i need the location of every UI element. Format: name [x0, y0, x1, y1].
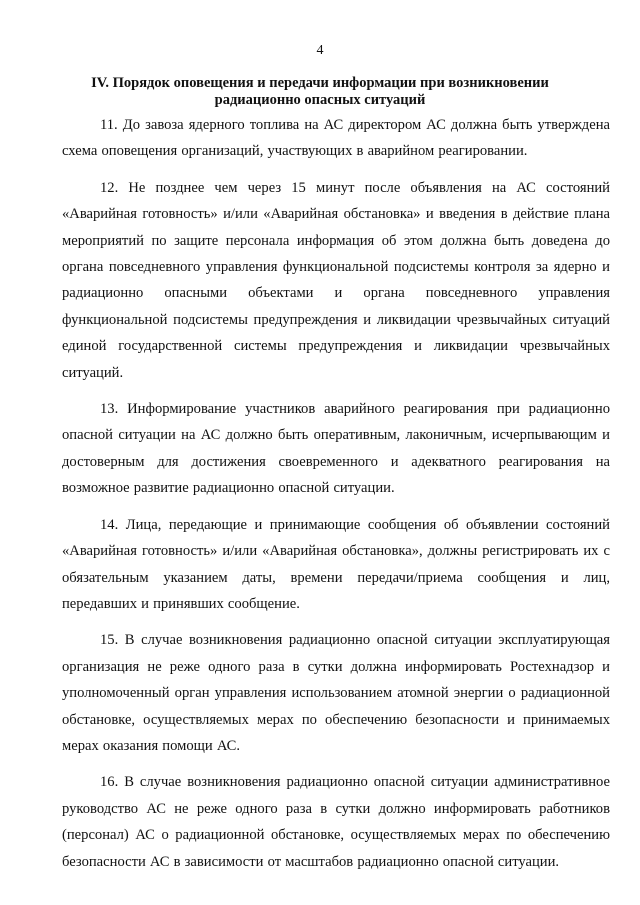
section-heading: IV. Порядок оповещения и передачи информации при возникновении радиационно опасных ситуаций: [91, 75, 549, 108]
paragraph-13: 13. Информирование участников аварийного реагирования при радиационно опасной ситуации на АС должно быть оперативным, лаконичным, исчерпывающим и достоверным для достижения своевременного и адекватного реагирования на возможное развитие радиационно опасной ситуации.: [62, 401, 610, 497]
page-number: 4: [316, 43, 324, 58]
paragraph-15: 15. В случае возникновения радиационно опасной ситуации эксплуатирующая организация не реже одного раза в сутки должна информировать Ростехнадзор и уполномоченный орган управления использованием атомной энергии о радиационной обстановке, осуществляемых мерах по обеспечению безопасности и принимаемых мерах оказания помощи АС.: [62, 632, 610, 754]
paragraph-16: 16. В случае возникновения радиационно опасной ситуации административное руководство АС не реже одного раза в сутки должно информировать работников (персонал) АС о радиационной обстановке, осуществляемых мерах по обеспечению безопасности АС в зависимости от масштабов радиационно опасной ситуации.: [62, 774, 610, 870]
paragraph-12: 12. Не позднее чем через 15 минут после объявления на АС состояний «Аварийная готовность» и/или «Аварийная обстановка» и введения в действие плана мероприятий по защите персонала информация об этом должна быть доведена до органа повседневного управления функциональной подсистемы контроля за ядерно и радиационно опасными объектами и органа повседневного управления функциональной подсистемы предупреждения и ликвидации чрезвычайных ситуаций единой государственной системы предупреждения и ликвидации чрезвычайных ситуаций.: [62, 179, 610, 381]
paragraph-11: 11. До завоза ядерного топлива на АС директором АС должна быть утверждена схема оповещения организаций, участвующих в аварийном реагировании.: [62, 117, 610, 160]
document-body: [62, 112, 610, 885]
paragraph-14: 14. Лица, передающие и принимающие сообщения об объявлении состояний «Аварийная готовность» и/или «Аварийная обстановка», должны регистрировать их с обязательным указанием даты, времени передачи/приема сообщения и лиц, передавших и принявших сообщение.: [62, 516, 610, 612]
